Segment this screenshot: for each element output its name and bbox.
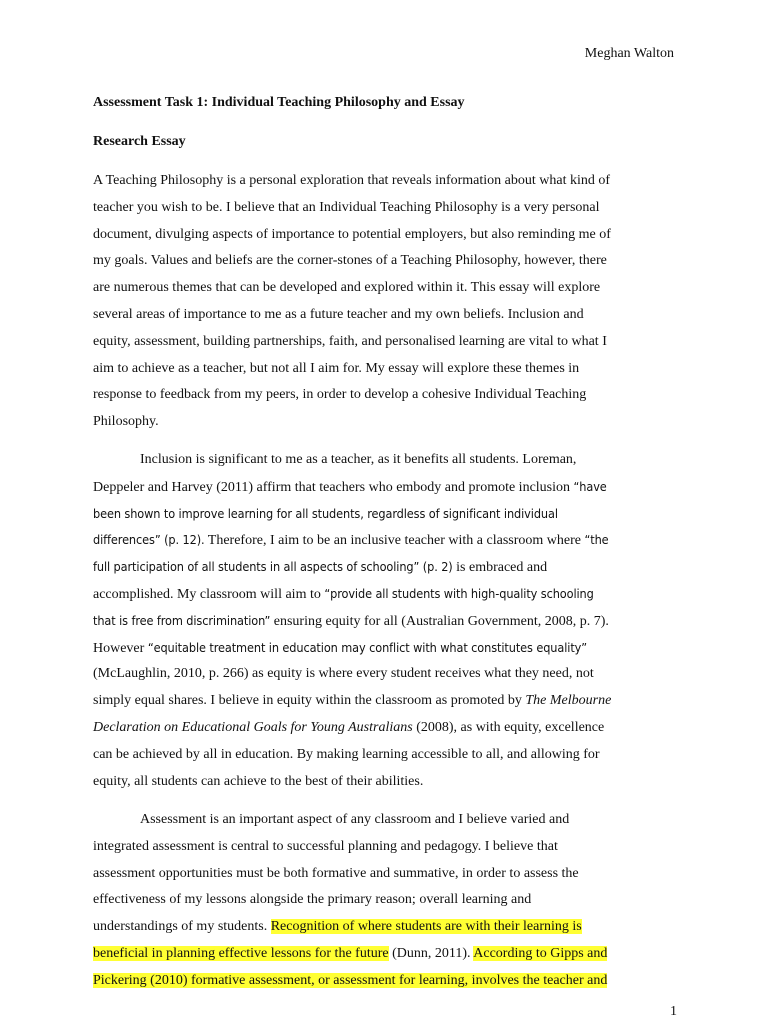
paragraph-inclusion: [93, 447, 677, 795]
text-run: simply equal shares. I believe in equity within the classroom as promoted by: [93, 693, 526, 709]
text-run: (Dunn, 2011).: [388, 945, 474, 961]
quote-line: been shown to improve learning for all students, regardless of significant individual: [93, 505, 558, 521]
quote-run: “have: [573, 478, 607, 494]
text-line: document, divulging aspects of importance to potential employers, but also reminding me of: [93, 226, 611, 242]
text-line: [93, 914, 677, 941]
text-line: Assessment is an important aspect of any classroom and I believe varied and: [140, 812, 570, 827]
text-line: Inclusion is significant to me as a teacher, as it benefits all students. Loreman,: [140, 452, 577, 467]
text-line: can be achieved by all in education. By making learning accessible to all, and allowing for: [93, 746, 600, 762]
text-line: [93, 635, 677, 662]
text-run: accomplished. My classroom will aim to: [93, 586, 325, 602]
text-line: (McLaughlin, 2010, p. 266) as equity is where every student receives what they need, not: [93, 666, 594, 682]
text-line: [93, 688, 677, 715]
text-run: Therefore, I aim to be an inclusive teacher with a classroom where: [204, 533, 585, 549]
highlighted-text: Recognition of where students are with their learning is: [270, 919, 582, 935]
text-line: [93, 527, 677, 554]
quote-run: that is free from discrimination”: [93, 612, 271, 628]
text-run: ensuring equity for all (Australian Government, 2008, p. 7).: [270, 613, 609, 629]
text-line: teacher you wish to be. I believe that an Individual Teaching Philosophy is a very personal: [93, 199, 600, 215]
text-run: is embraced and: [452, 560, 548, 576]
text-line: [93, 554, 677, 581]
text-line: aim to achieve as a teacher, but not all I aim for. My essay will explore these themes in: [93, 360, 580, 376]
paragraph-assessment: [93, 807, 677, 995]
text-line: [93, 968, 677, 995]
quote-run: full participation of all students in all aspects of schooling” (p. 2): [93, 559, 453, 575]
text-line: response to feedback from my peers, in order to develop a cohesive Individual Teaching: [93, 387, 587, 403]
text-run: However: [93, 640, 148, 656]
header-author: Meghan Walton: [584, 46, 674, 61]
italic-run: The Melbourne: [525, 693, 612, 709]
quote-run: differences” (p. 12).: [93, 532, 205, 548]
text-line: [93, 715, 677, 742]
text-line: my goals. Values and beliefs are the corner-stones of a Teaching Philosophy, however, there: [93, 253, 607, 269]
page-number: 1: [670, 1004, 677, 1019]
paragraph-intro: [93, 168, 677, 436]
text-run: Deppeler and Harvey (2011) affirm that teachers who embody and promote inclusion: [93, 479, 574, 495]
text-run: understandings of my students.: [93, 919, 271, 935]
text-line: [93, 474, 677, 501]
text-run: (2008), as with equity, excellence: [412, 719, 605, 735]
highlighted-text: beneficial in planning effective lessons for the future: [93, 945, 389, 961]
quote-run: “the: [584, 532, 609, 548]
text-line: several areas of importance to me as a future teacher and my own beliefs. Inclusion and: [93, 306, 584, 322]
text-line: A Teaching Philosophy is a personal exploration that reveals information about what kind of: [93, 173, 611, 188]
text-line: [93, 581, 677, 608]
document-subtitle: Research Essay: [93, 134, 186, 149]
text-line: assessment opportunities must be both formative and summative, in order to assess the: [93, 865, 579, 881]
text-line: equity, assessment, building partnerships, faith, and personalised learning are vital to what I: [93, 333, 607, 349]
text-line: equity, all students can achieve to the best of their abilities.: [93, 773, 424, 789]
quote-run: “equitable treatment in education may conflict with what constitutes equality”: [147, 639, 588, 655]
highlighted-text: According to Gipps and: [473, 945, 608, 961]
text-line: Philosophy.: [93, 414, 159, 430]
document-title: Assessment Task 1: Individual Teaching Philosophy and Essay: [93, 95, 465, 110]
text-line: are numerous themes that can be developed and explored within it. This essay will explore: [93, 280, 601, 296]
text-line: integrated assessment is central to successful planning and pedagogy. I believe that: [93, 838, 558, 854]
text-line: [93, 608, 677, 635]
quote-run: “provide all students with high-quality schooling: [324, 585, 594, 601]
text-line: [93, 941, 677, 968]
italic-run: Declaration on Educational Goals for Young Australians: [93, 719, 413, 735]
text-line: effectiveness of my lessons alongside the primary reason; overall learning and: [93, 892, 532, 908]
highlighted-text: Pickering (2010) formative assessment, or assessment for learning, involves the teacher and: [93, 972, 608, 988]
